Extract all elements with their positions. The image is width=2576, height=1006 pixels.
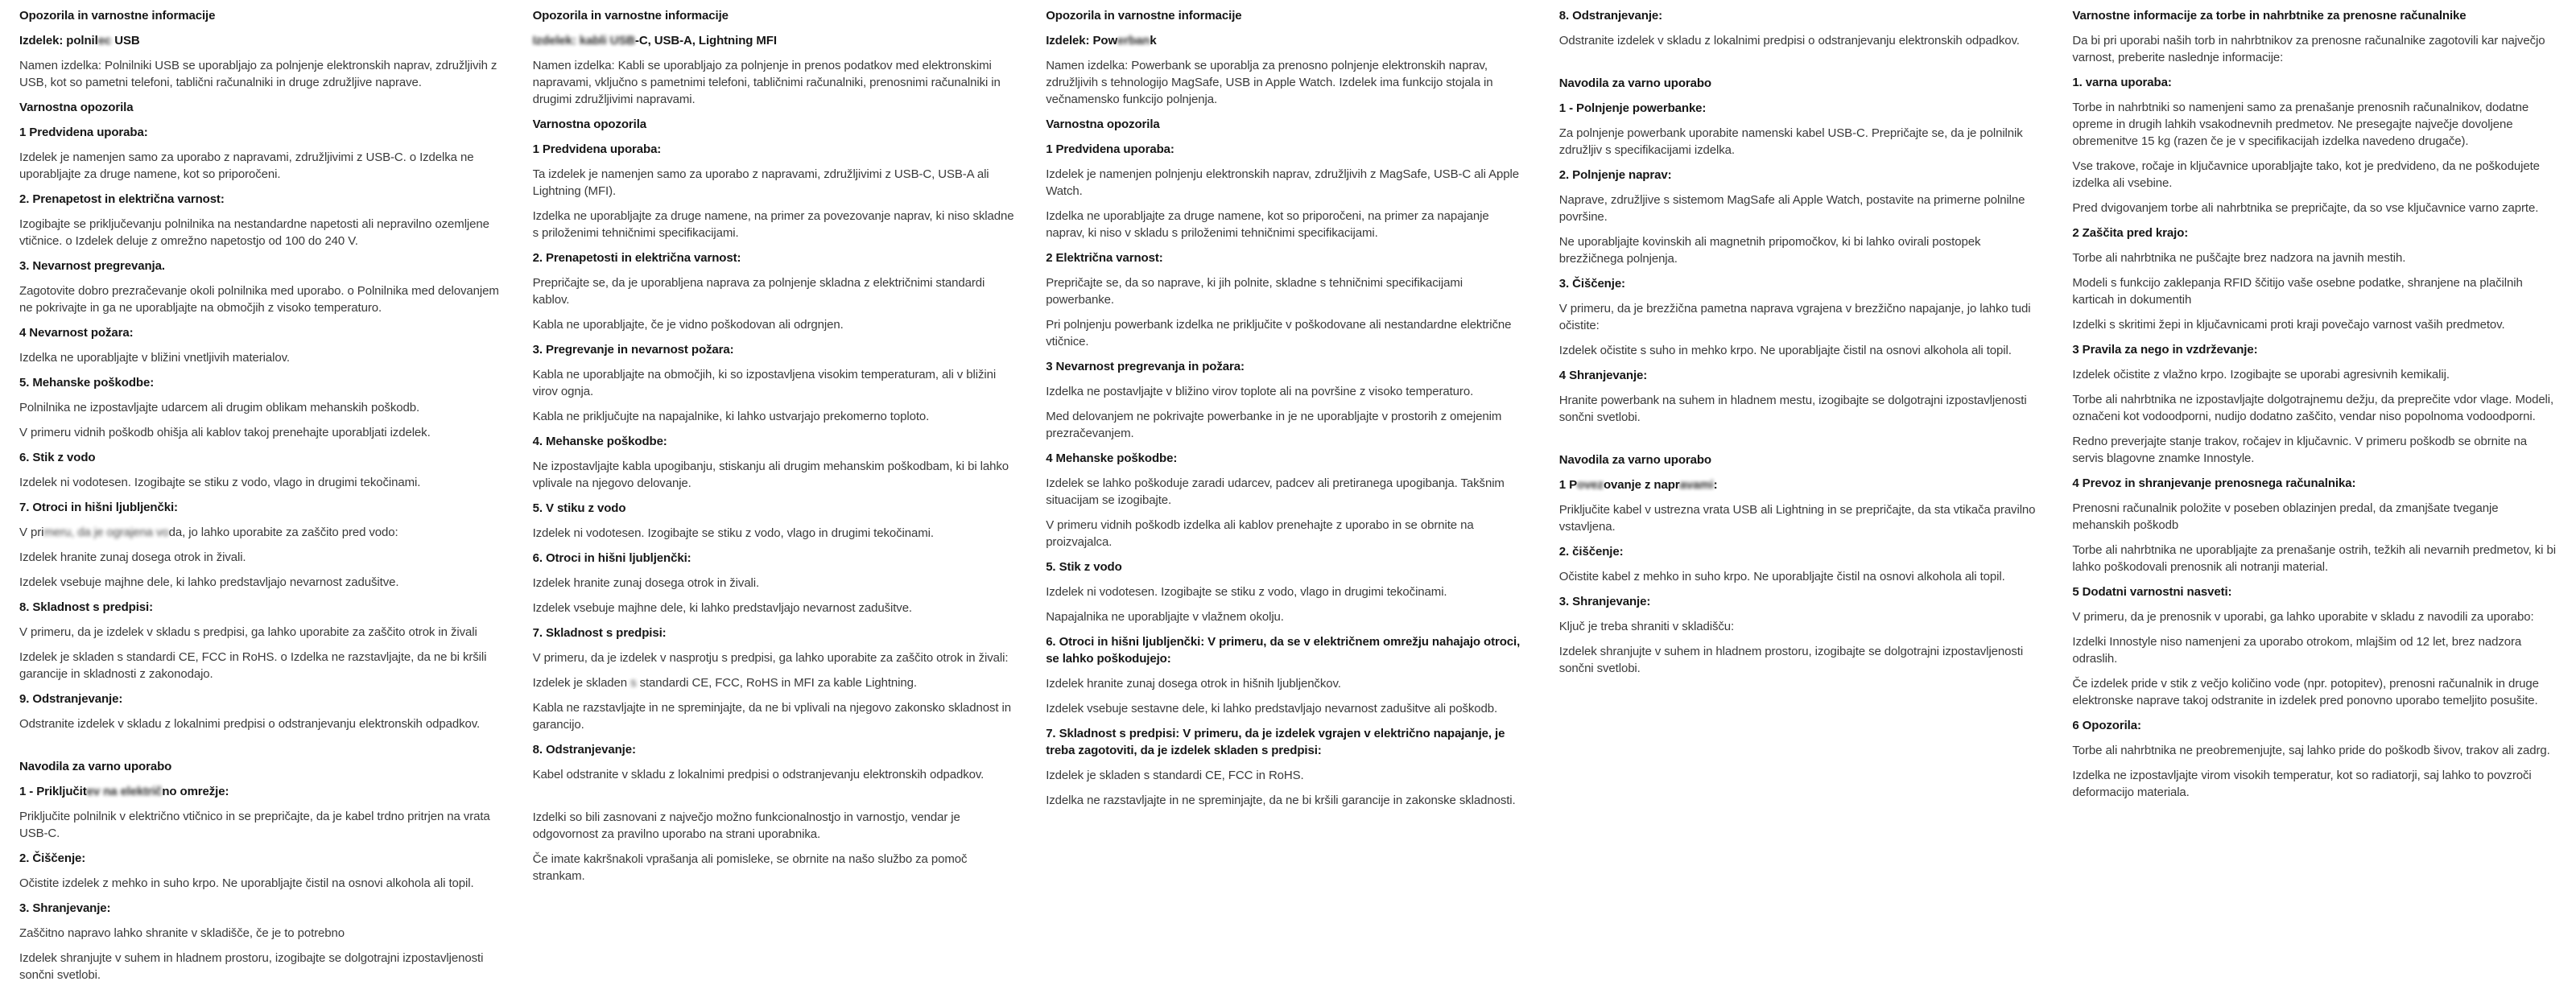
text-segment: Izdelek: Pow (1046, 34, 1118, 47)
paragraph: Izdelek hranite zunaj dosega otrok in živali. (532, 576, 760, 590)
section-heading: 7. Skladnost s predpisi: V primeru, da je izdelek vgrajen v električno napajanje, je treba zagotoviti, da je izdelek skladen s predpisi: (1046, 727, 1505, 757)
paragraph: Kabel odstranite v skladu z lokalnimi predpisi o odstranjevanju elektronskih odpadkov. (532, 768, 985, 781)
paragraph: Zaščitno napravo lahko shranite v skladišče, če je to potrebno (19, 926, 345, 940)
paragraph: Vse trakove, ročaje in ključavnice uporabljajte tako, kot je predvideno, da ne poškodujete izdelka ali vsebine. (2072, 159, 2540, 190)
paragraph: Priključite kabel v ustrezna vrata USB ali Lightning in se prepričajte, da sta vtikača pravilno vstavljena. (1558, 503, 2036, 534)
column-cables-warnings (533, 7, 1018, 1006)
paragraph: Izdelek vsebuje majhne dele, ki lahko predstavljajo nevarnost zadušitve. (532, 601, 913, 615)
section-heading: 7. Otroci in hišni ljubljenčki: (19, 501, 178, 514)
paragraph: Izdelka ne izpostavljajte virom visokih temperatur, kot so radiatorji, saj lahko to povzroči deformacijo materiala. (2072, 769, 2532, 799)
paragraph: Izdelek je skladen s standardi CE, FCC in RoHS. (1046, 769, 1304, 782)
section-heading: 1 Predvidena uporaba: (532, 142, 662, 156)
paragraph: Izogibajte se priključevanju polnilnika na nestandardne napetosti ali nepravilno ozemljene vtičnice. o Izdelek deluje z omrežno napetostjo od 100 do 240 V. (19, 217, 489, 248)
paragraph: Torbe ali nahrbtnika ne preobremenjujte, saj lahko pride do poškodb šivov, trakov ali zadrg. (2072, 744, 2550, 757)
paragraph: Hranite powerbank na suhem in hladnem mestu, izogibajte se dolgotrajni izpostavljenosti sončni svetlobi. (1558, 394, 2027, 424)
section-heading: 8. Odstranjevanje: (1558, 9, 1663, 23)
paragraph: Priključite polnilnik v električno vtičnico in se prepričajte, da je kabel trdno pritrjen na vrata USB-C. (19, 810, 490, 840)
paragraph: Izdelek vsebuje sestavne dele, ki lahko predstavljajo nevarnost zadušitve ali poškodb. (1046, 702, 1498, 715)
paragraph: Izdelek shranjujte v suhem in hladnem prostoru, izogibajte se dolgotrajni izpostavljenosti sončni svetlobi. (1558, 645, 2024, 675)
paragraph: V primeru, da je izdelek v nasprotju s predpisi, ga lahko uporabite za zaščito otrok in živali: (532, 651, 1009, 665)
text-segment: k (1150, 34, 1157, 47)
paragraph: Ne uporabljajte kovinskih ali magnetnih pripomočkov, ki bi lahko ovirali postopek brezžičnega polnjenja. (1558, 235, 1981, 266)
paragraph: Izdelki s skritimi žepi in ključavnicami proti kraji povečajo varnost vaših predmetov. (2072, 318, 2505, 332)
paragraph: V primeru, da je izdelek v skladu s predpisi, ga lahko uporabite za zaščito otrok in živali (19, 625, 477, 639)
paragraph: Izdelek hranite zunaj dosega otrok in živali. (19, 550, 246, 564)
section-heading: Varnostna opozorila (532, 118, 647, 131)
section-heading: 3. Shranjevanje: (1558, 595, 1651, 608)
section-heading: Varnostne informacije za torbe in nahrbtnike za prenosne računalnike (2072, 9, 2467, 23)
text-segment: Izdelek: polnil (19, 34, 98, 47)
text-segment: no omrežje: (162, 785, 229, 798)
section-heading: 2. Čiščenje: (19, 851, 86, 865)
section-heading: 6 Opozorila: (2072, 719, 2141, 732)
section-heading: Opozorila in varnostne informacije (532, 9, 729, 23)
section-heading: Navodila za varno uporabo (1558, 76, 1711, 90)
paragraph: Ključ je treba shraniti v skladišču: (1558, 620, 1735, 633)
paragraph: Namen izdelka: Polnilniki USB se uporabljajo za polnjenje elektronskih naprav, združljivih z USB, kot so pametni telefoni, tablični računalniki in druge združljive naprave. (19, 59, 497, 89)
paragraph: Kabla ne uporabljajte na območjih, ki so izpostavljena visokim temperaturam, ali v bližini virov ognja. (532, 368, 997, 398)
paragraph: Izdelka ne uporabljajte za druge namene, kot so priporočeni, na primer za napajanje naprav, ki niso v skladu s priloženimi tehničnimi specifikacijami. (1046, 209, 1489, 240)
paragraph: Izdelka ne postavljajte v bližino virov toplote ali na površine z visoko temperaturo. (1046, 385, 1474, 398)
section-heading: 3. Čiščenje: (1558, 277, 1625, 291)
text-segment: ovanje z napr (1603, 478, 1680, 492)
paragraph: Izdelki Innostyle niso namenjeni za uporabo otrokom, mlajšim od 12 let, brez nadzora odraslih. (2072, 635, 2522, 666)
section-heading: 2. Polnjenje naprav: (1558, 168, 1672, 182)
section-heading: 1. varna uporaba: (2072, 76, 2172, 89)
text-segment: Izdelek je skladen (532, 676, 628, 690)
paragraph: V primeru vidnih poškodb izdelka ali kablov prenehajte z uporabo in se obrnite na proizvajalca. (1046, 518, 1474, 549)
paragraph: Očistite kabel z mehko in suho krpo. Ne uporabljajte čistil na osnovi alkohola ali topil. (1558, 570, 2005, 583)
section-heading: 9. Odstranjevanje: (19, 692, 123, 706)
section-heading: 2. čiščenje: (1558, 545, 1624, 559)
section-heading: 6. Stik z vodo (19, 451, 96, 464)
paragraph: Naprave, združljive s sistemom MagSafe ali Apple Watch, postavite na primerne polnilne površine. (1558, 193, 2025, 224)
section-heading (1046, 32, 1530, 49)
paragraph: Zagotovite dobro prezračevanje okoli polnilnika med uporabo. o Polnilnika med delovanjem ne pokrivajte in ga ne uporabljajte na območjih z visoko temperaturo. (19, 284, 499, 315)
column-usb-charger-warnings (19, 7, 504, 1006)
paragraph: Izdelek vsebuje majhne dele, ki lahko predstavljajo nevarnost zadušitve. (19, 575, 399, 589)
paragraph: Pred dvigovanjem torbe ali nahrbtnika se prepričajte, da so vse ključavnice varno zaprte. (2072, 201, 2539, 215)
paragraph: Prepričajte se, da je uporabljena naprava za polnjenje skladna z električnimi standardi kablov. (532, 276, 985, 307)
text-segment: da, jo lahko uporabite za zaščito pred vodo: (168, 526, 398, 539)
paragraph: Izdelek je namenjen polnjenju elektronskih naprav, združljivih z MagSafe, USB-C ali Apple Watch. (1046, 167, 1519, 198)
blurred-text-segment: meru, da je ograjena vo (43, 526, 169, 539)
section-heading: 2. Prenapetost in električna varnost: (19, 192, 225, 206)
blurred-text-segment: s (627, 676, 640, 690)
paragraph: Izdelek je skladen s standardi CE, FCC in RoHS. o Izdelka ne razstavljajte, da ne bi kršili garancije in skladnosti z zakonodajo. (19, 650, 487, 681)
paragraph: Da bi pri uporabi naših torb in nahrbtnikov za prenosne računalnike zagotovili kar največjo varnost, preberite naslednje informacije: (2072, 34, 2545, 64)
paragraph: V primeru vidnih poškodb ohišja ali kablov takoj prenehajte uporabljati izdelek. (19, 426, 431, 439)
paragraph: Izdelek ni vodotesen. Izogibajte se stiku z vodo, vlago in drugimi tekočinami. (19, 476, 421, 489)
text-segment: 1 - Priključit (19, 785, 87, 798)
paragraph: Izdelka ne razstavljajte in ne spreminjajte, da ne bi kršili garancije in zakonske skladnosti. (1046, 794, 1516, 807)
paragraph: Torbe ali nahrbtnika ne uporabljajte za prenašanje ostrih, težkih ali nevarnih predmetov, ki bi lahko poškodovali prenosnik ali notranji material. (2072, 543, 2556, 574)
section-heading: 1 - Polnjenje powerbanke: (1558, 101, 1707, 115)
section-heading (19, 783, 504, 800)
section-heading (1559, 476, 2044, 493)
section-heading: 7. Skladnost s predpisi: (532, 626, 667, 640)
paragraph: Izdelka ne uporabljajte za druge namene, na primer za povezovanje naprav, ki niso skladne s priloženimi tehničnimi specifikacijami. (532, 209, 1014, 240)
blurred-text-segment: avami (1679, 478, 1714, 492)
paragraph: Namen izdelka: Kabli se uporabljajo za polnjenje in prenos podatkov med elektronskimi napravami, vključno s pametnimi telefoni, tabličnimi računalniki, prenosnimi računalniki in drugimi združljivimi napravami. (532, 59, 1001, 106)
section-heading: 4 Shranjevanje: (1558, 369, 1648, 382)
section-heading: 6. Otroci in hišni ljubljenčki: V primeru, da se v električnem omrežju nahajajo otroci, se lahko poškodujejo: (1046, 635, 1521, 666)
section-heading (533, 32, 1018, 49)
section-heading: 1 Predvidena uporaba: (19, 126, 148, 139)
section-heading: 8. Odstranjevanje: (532, 743, 636, 757)
text-segment: standardi CE, FCC, RoHS in MFI za kable Lightning. (639, 676, 917, 690)
paragraph: Izdelki so bili zasnovani z največjo možno funkcionalnostjo in varnostjo, vendar je odgovornost za pravilno uporabo na strani uporabnika. (532, 810, 960, 841)
paragraph: Za polnjenje powerbank uporabite namenski kabel USB-C. Prepričajte se, da je polnilnik združljiv s specifikacijami izdelka. (1558, 126, 2023, 157)
paragraph: Prepričajte se, da so naprave, ki jih polnite, skladne s tehničnimi specifikacijami powerbanke. (1046, 276, 1463, 307)
paragraph: Odstranite izdelek v skladu z lokalnimi predpisi o odstranjevanju elektronskih odpadkov. (1558, 34, 2020, 47)
blurred-text-segment: ev na električ (86, 785, 163, 798)
section-heading: Opozorila in varnostne informacije (19, 9, 216, 23)
paragraph: Kabla ne uporabljajte, če je vidno poškodovan ali odrgnjen. (532, 318, 844, 332)
paragraph: Modeli s funkcijo zaklepanja RFID ščitijo vaše osebne podatke, shranjene na plačilnih karticah in dokumentih (2072, 276, 2523, 307)
paragraph: Kabla ne razstavljajte in ne spreminjajte, da ne bi vplivali na njegovo zakonsko skladnost in garancijo. (532, 701, 1011, 732)
column-powerbank-and-cable-usage (1559, 7, 2044, 1006)
section-heading: Varnostna opozorila (19, 101, 134, 114)
blurred-text-segment: ec (97, 34, 112, 47)
paragraph: Kabla ne priključujte na napajalnike, ki lahko ustvarjajo prekomerno toploto. (532, 410, 930, 423)
paragraph: Ta izdelek je namenjen samo za uporabo z napravami, združljivimi z USB-C, USB-A ali Lightning (MFI). (532, 167, 989, 198)
paragraph: Izdelek shranjujte v suhem in hladnem prostoru, izogibajte se dolgotrajni izpostavljenosti sončni svetlobi. (19, 951, 484, 982)
section-heading: 4 Mehanske poškodbe: (1046, 451, 1178, 465)
paragraph (19, 524, 504, 541)
section-heading: 4 Prevoz in shranjevanje prenosnega računalnika: (2072, 476, 2356, 490)
section-heading (19, 32, 504, 49)
paragraph: Prenosni računalnik položite v poseben oblazinjen predal, da zmanjšate tveganje mehanskih poškodb (2072, 501, 2499, 532)
paragraph: Polnilnika ne izpostavljajte udarcem ali drugim oblikam mehanskih poškodb. (19, 401, 420, 414)
section-heading: 5. Mehanske poškodbe: (19, 376, 155, 390)
blurred-text-segment: Izdelek: kabli USB (532, 34, 636, 47)
section-heading: 3 Nevarnost pregrevanja in požara: (1046, 360, 1245, 373)
paragraph: Izdelek očistite s suho in mehko krpo. Ne uporabljajte čistil na osnovi alkohola ali topil. (1558, 344, 2012, 357)
paragraph: Torbe ali nahrbtnika ne puščajte brez nadzora na javnih mestih. (2072, 251, 2406, 265)
paragraph: Izdelek ni vodotesen. Izogibajte se stiku z vodo, vlago in drugimi tekočinami. (532, 526, 934, 540)
paragraph: Če imate kakršnakoli vprašanja ali pomisleke, se obrnite na našo službo za pomoč strankam. (532, 852, 968, 883)
column-powerbank-warnings (1046, 7, 1530, 1006)
paragraph: Napajalnika ne uporabljajte v vlažnem okolju. (1046, 610, 1284, 624)
section-heading: Navodila za varno uporabo (19, 760, 172, 773)
paragraph: Namen izdelka: Powerbank se uporablja za prenosno polnjenje elektronskih naprav, združljivih s tehnologijo MagSafe, USB in Apple Watch. Izdelek ima funkcijo stojala in večnamensko funkcijo polnjenja. (1046, 59, 1493, 106)
column-laptop-bags-safety (2072, 7, 2557, 1006)
section-heading: 4. Mehanske poškodbe: (532, 435, 667, 448)
section-heading: 3. Pregrevanje in nevarnost požara: (532, 343, 734, 357)
text-segment: V pri (19, 526, 44, 539)
paragraph: Izdelek očistite z vlažno krpo. Izogibajte se uporabi agresivnih kemikalij. (2072, 368, 2450, 381)
paragraph: Ne izpostavljajte kabla upogibanju, stiskanju ali drugim mehanskim poškodbam, ki bi lahko vplivale na njegovo delovanje. (532, 460, 1009, 490)
text-segment: 1 P (1558, 478, 1577, 492)
text-segment: USB (111, 34, 140, 47)
section-heading: 2 Zaščita pred krajo: (2072, 226, 2189, 240)
paragraph: Izdelek hranite zunaj dosega otrok in hišnih ljubljenčkov. (1046, 677, 1341, 691)
section-heading: 1 Predvidena uporaba: (1046, 142, 1174, 156)
section-heading: 6. Otroci in hišni ljubljenčki: (532, 551, 691, 565)
text-segment: -C, USB-A, Lightning MFI (635, 34, 777, 47)
section-heading: 4 Nevarnost požara: (19, 326, 134, 340)
paragraph: V primeru, da je prenosnik v uporabi, ga lahko uporabite v skladu z navodili za uporabo: (2072, 610, 2534, 624)
paragraph: Izdelek ni vodotesen. Izogibajte se stiku z vodo, vlago in drugimi tekočinami. (1046, 585, 1447, 599)
section-gap (19, 740, 504, 758)
paragraph: Odstranite izdelek v skladu z lokalnimi predpisi o odstranjevanju elektronskih odpadkov. (19, 717, 481, 731)
section-heading: Varnostna opozorila (1046, 118, 1160, 131)
section-heading: 5 Dodatni varnostni nasveti: (2072, 585, 2232, 599)
paragraph: Torbe ali nahrbtnika ne izpostavljajte dolgotrajnemu dežju, da preprečite vdor vlage. Modeli, označeni kot vodoodporni, nudijo dodatno zaščito, vendar niso popolnoma vodoodporni. (2072, 393, 2554, 423)
paragraph: V primeru, da je brezžična pametna naprava vgrajena v brezžično napajanje, jo lahko tudi očistite: (1558, 302, 2031, 332)
section-heading: 8. Skladnost s predpisi: (19, 600, 153, 614)
section-gap (533, 791, 1018, 809)
section-gap (1559, 434, 2044, 451)
paragraph: Redno preverjajte stanje trakov, ročajev in ključavnic. V primeru poškodb se obrnite na servis blagovne znamke Innostyle. (2072, 435, 2528, 465)
section-heading: 3. Nevarnost pregrevanja. (19, 259, 165, 273)
text-segment: : (1713, 478, 1718, 492)
paragraph: Med delovanjem ne pokrivajte powerbanke in je ne uporabljajte v prostorih z omejenim prezračevanjem. (1046, 410, 1502, 440)
section-heading: 3. Shranjevanje: (19, 901, 111, 915)
paragraph: Očistite izdelek z mehko in suho krpo. Ne uporabljajte čistil na osnovi alkohola ali topil. (19, 876, 474, 890)
paragraph: Izdelek se lahko poškoduje zaradi udarcev, padcev ali pretiranega upogibanja. Takšnim situacijam se izogibajte. (1046, 476, 1505, 507)
section-heading: Opozorila in varnostne informacije (1046, 9, 1242, 23)
section-heading: 5. Stik z vodo (1046, 560, 1122, 574)
section-heading: 3 Pravila za nego in vzdrževanje: (2072, 343, 2258, 357)
paragraph (533, 674, 1018, 691)
paragraph: Izdelka ne uporabljajte v bližini vnetljivih materialov. (19, 351, 290, 365)
section-heading: 5. V stiku z vodo (532, 501, 626, 515)
paragraph: Če izdelek pride v stik z večjo količino vode (npr. potopitev), prenosni računalnik in druge elektronske naprave takoj odstranite in izdelek pred ponovno uporabo temeljito posušite. (2072, 677, 2539, 707)
paragraph: Torbe in nahrbtniki so namenjeni samo za prenašanje prenosnih računalnikov, dodatne opreme in drugih lahkih vsakodnevnih predmetov. Ne presegajte največje dovoljene obremenitve 15 kg (razen če je v specifikacijah izdelka navedeno drugače). (2072, 101, 2529, 148)
blurred-text-segment: ovez (1577, 478, 1604, 492)
section-heading: 2 Električna varnost: (1046, 251, 1163, 265)
section-heading: 2. Prenapetosti in električna varnost: (532, 251, 741, 265)
blurred-text-segment: erban (1117, 34, 1150, 47)
section-heading: Navodila za varno uporabo (1558, 453, 1711, 467)
paragraph: Pri polnjenju powerbank izdelka ne priključite v poškodovane ali nestandardne električne vtičnice. (1046, 318, 1512, 348)
section-gap (1559, 57, 2044, 75)
paragraph: Izdelek je namenjen samo za uporabo z napravami, združljivimi z USB-C. o Izdelka ne uporabljajte za druge namene, kot so priporočeni. (19, 150, 474, 181)
